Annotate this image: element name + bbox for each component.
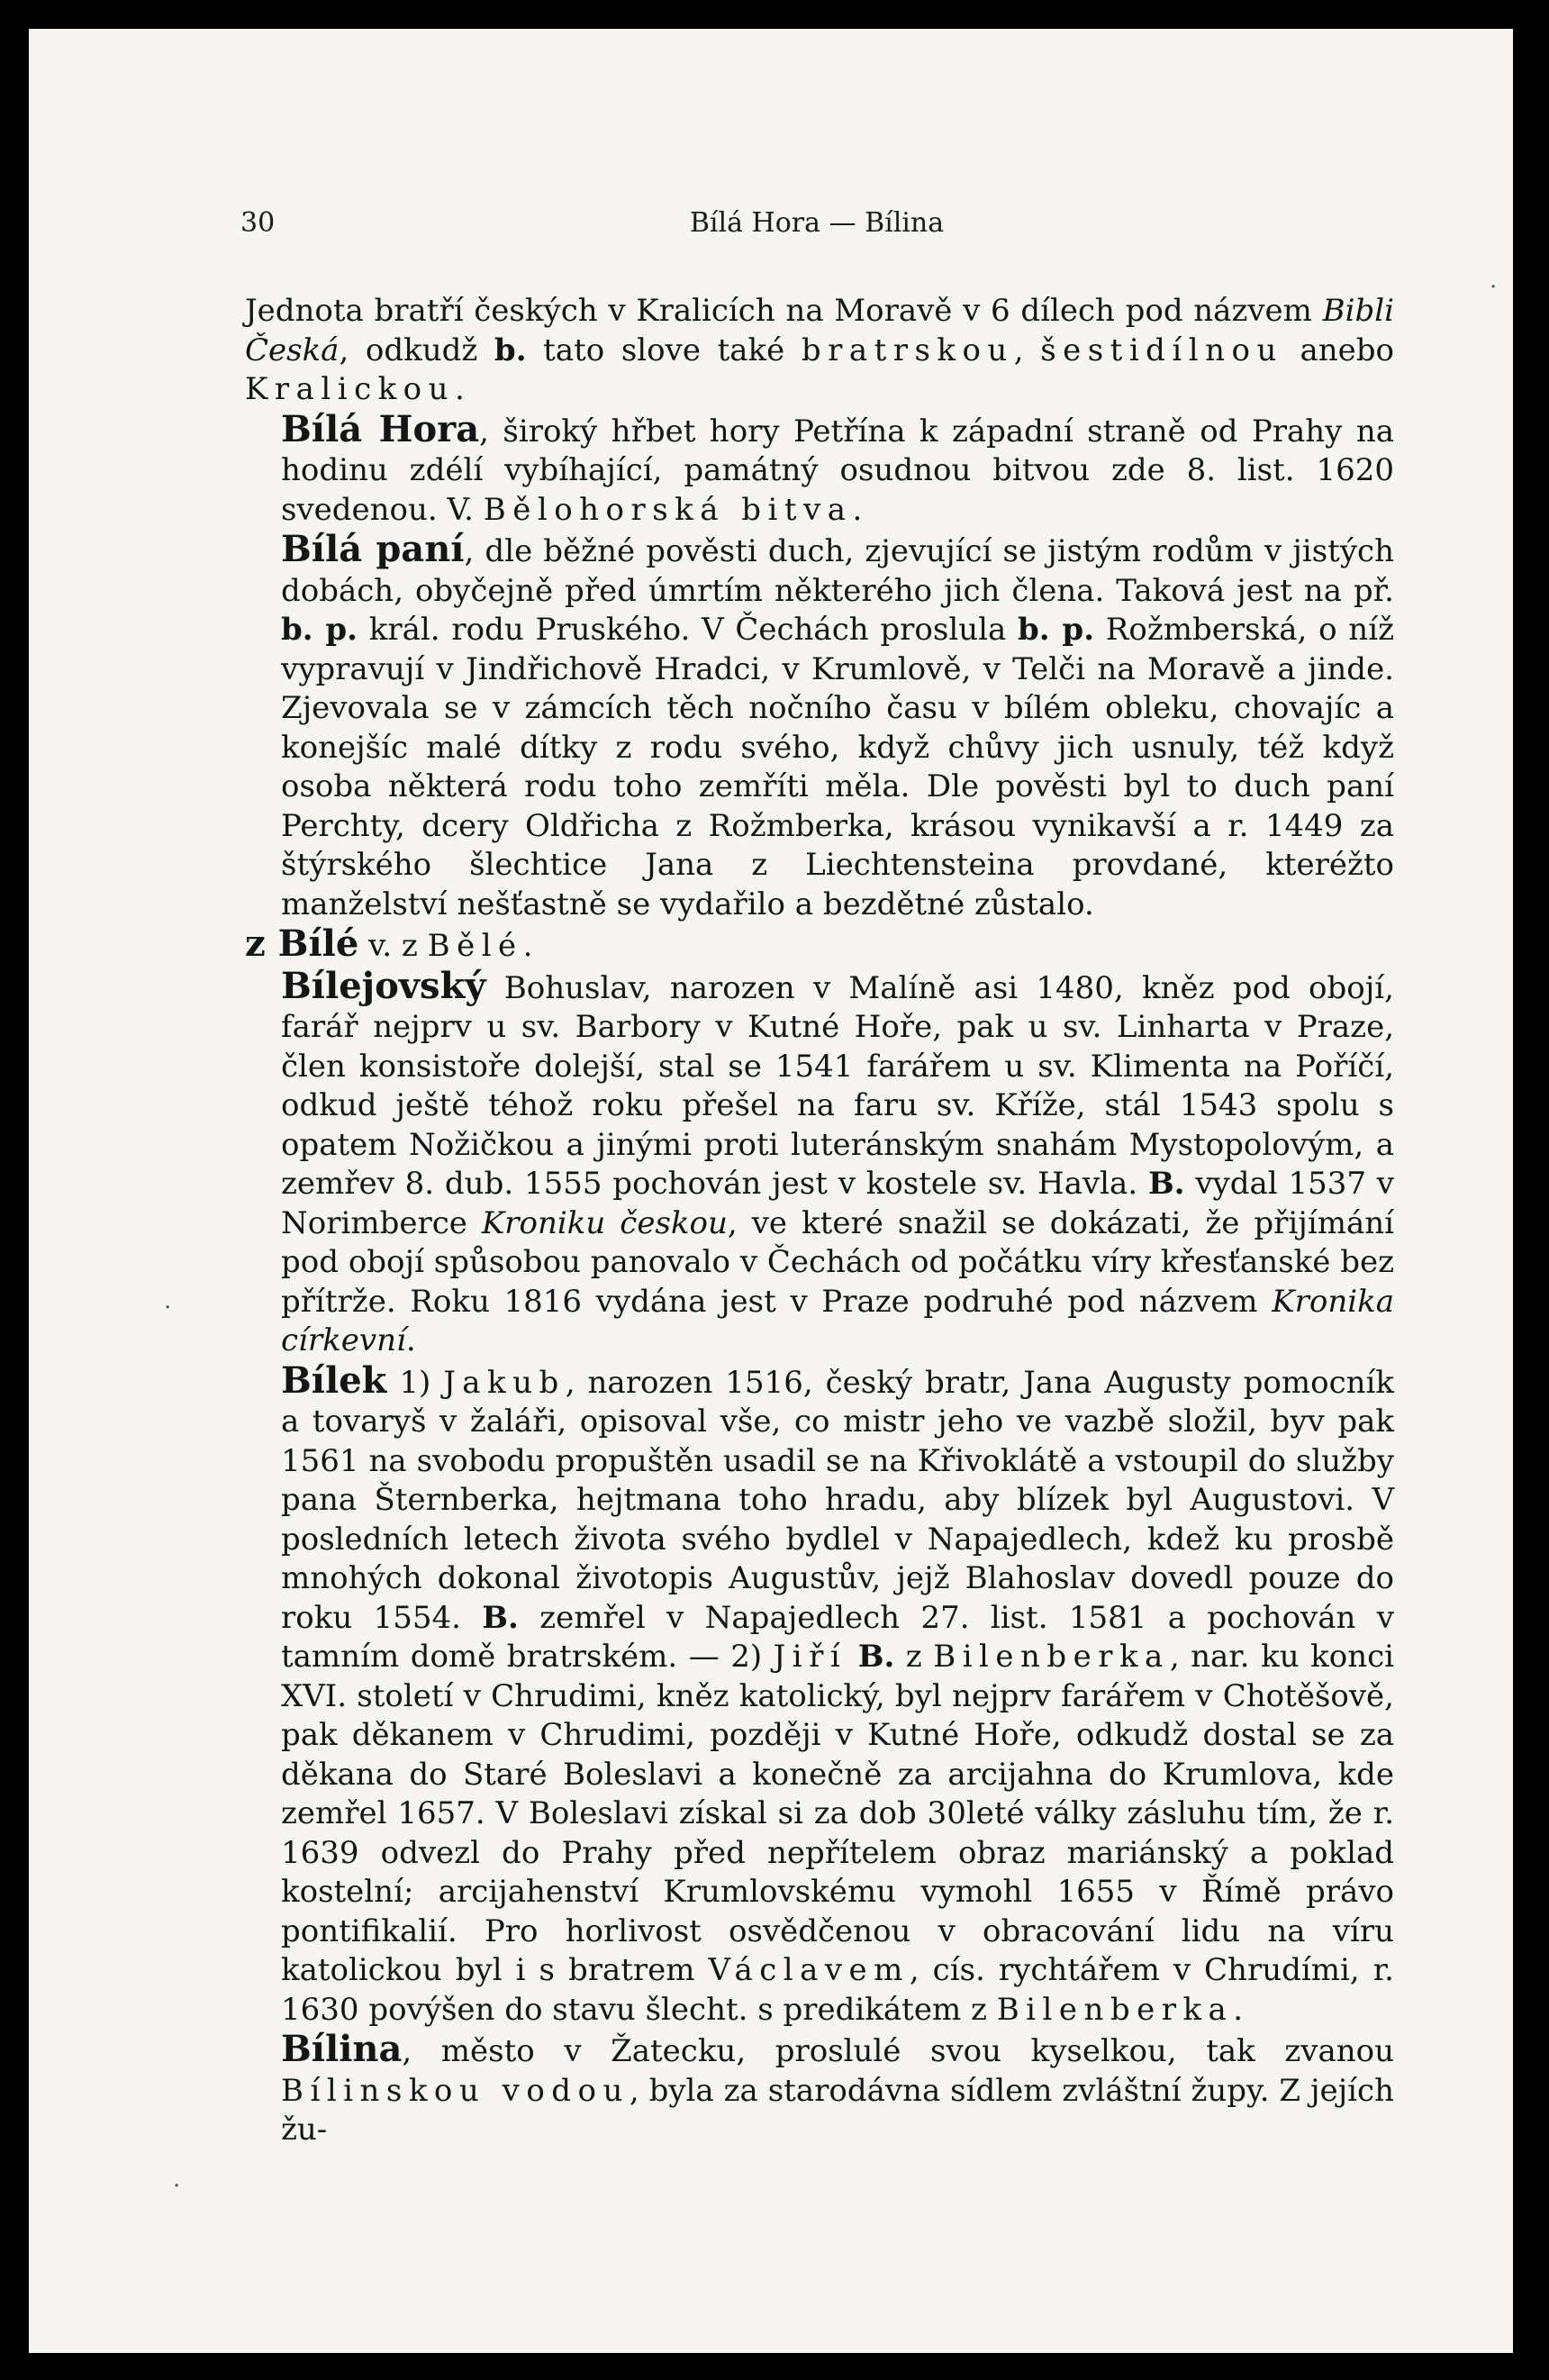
text-run: . — [852, 491, 863, 528]
running-title: Bílá Hora — Bílina — [689, 207, 945, 239]
text-run: šestidílnou — [1040, 332, 1283, 368]
text-run: vydal 1537 v Norimberce — [281, 1166, 1394, 1241]
text-run: zemřel v Napajedlech 27. list. 1581 a pochován v tamním domě bratrském. — 2) — [281, 1599, 1394, 1675]
text-run: , město v Žatecku, proslulé svou kyselkou, tak zvanou — [402, 2033, 1394, 2069]
scan-speck: · — [173, 2173, 181, 2200]
entry-paragraph — [245, 1358, 1395, 2030]
text-run: Jednota bratří českých v Kralicích na Moravě v 6 dílech pod názvem — [245, 293, 1323, 329]
entry-paragraph — [245, 292, 1394, 410]
text-run: . — [405, 1322, 416, 1358]
body-text — [245, 292, 1394, 2150]
text-run: Jakub — [443, 1364, 566, 1401]
text-run: , ve které snažil se dokázati, že přijímání pod obojí spůsobou panovalo v Čechách od počátku víry křesťanské bez přítrže. Roku 1816 vydána jest v Praze podruhé pod názvem — [281, 1204, 1394, 1320]
entry-headword: Bílejovský — [281, 964, 486, 1007]
text-run: Bilenberka — [933, 1639, 1170, 1675]
text-run — [847, 1639, 858, 1675]
text-run: , cís. rychtářem v Chrudími, r. 1630 povýšen do stavu šlecht. s predikátem z — [281, 1952, 1394, 2028]
text-run: , odkudž — [339, 332, 494, 368]
text-run: Václavem — [708, 1952, 910, 1988]
text-run: Kralickou — [245, 371, 456, 407]
text-run: , narozen 1516, český bratr, Jana Augusty pomocník a tovaryš v žaláři, opisoval vše, co mistr jeho ve vazbě složil, byv pak 1561 na svobodu propuštěn usadil se na Křivoklátě a vstoupil do služby pana Šternberka, hejtmana toho hradu, aby blízek byl Augustovi. V posledních letech života svého bydlel v Napajedlech, kdež ku prosbě mnohých dokonal životopis Augustův, jejž Blahoslav dovedl pouze do roku 1554. — [281, 1364, 1394, 1636]
entry-paragraph — [245, 924, 1394, 967]
text-run: Bělé — [427, 928, 523, 964]
text-run: Kronika církevní — [281, 1283, 1394, 1358]
text-run: B. — [482, 1599, 519, 1636]
text-run: bratrskou — [801, 332, 1014, 368]
entry-paragraph — [245, 2030, 1394, 2150]
text-run: , byla za starodávna sídlem zvláštní župy. Z jejích žu- — [281, 2072, 1394, 2148]
text-run: b. — [494, 332, 527, 368]
text-run: 1) — [386, 1364, 444, 1401]
text-run: Bilenberka — [996, 1991, 1234, 2028]
text-run: b. p. — [1018, 612, 1095, 648]
text-run: Bohuslav, narozen v Malíně asi 1480, kněz pod obojí, farář nejprv u sv. Barbory v Kutné Hoře, pak u sv. Linharta v Praze, člen konsistoře dolejší, stal se 1541 farářem u sv. Klimenta na Poříčí, odkud ještě téhož roku přešel na faru sv. Kříže, stál 1543 spolu s opatem Nožičkou a jinými proti luteránským snahám Mystopolovým, a zemřev 8. dub. 1555 pochován jest v kostele sv. Havla. — [281, 969, 1394, 1202]
entry-headword: Bílina — [281, 2028, 403, 2070]
text-run: anebo — [1282, 332, 1394, 368]
scan-speck: · — [164, 1294, 172, 1322]
scanned-page — [29, 29, 1513, 2353]
text-run: Bibli Česká — [245, 293, 1394, 368]
text-run: Bělohorská bitva — [483, 491, 853, 528]
text-run: . — [522, 928, 533, 964]
text-run: Kroniku českou — [481, 1204, 728, 1241]
text-run: , nar. ku konci XVI. století v Chrudimi, kněz katolický, byl nejprv farářem v Chotěšově, pak děkanem v Chrudimi, později v Kutné Hoře, odkudž dostal se za děkana do Staré Boleslavi a konečně za arcijahna do Krumlova, kde zemřel 1657. V Boleslavi získal si za dob 30leté války zásluhu tím, že r. 1639 odvezl do Prahy před nepřítelem obraz mariánský a poklad kostelní; arcijahenství Krumlovskému vymohl 1655 v Římě právo pontifikalií. Pro horlivost osvědčenou v obracování lidu na víru katolickou byl i s bratrem — [281, 1639, 1395, 1988]
text-run: B. — [857, 1639, 895, 1675]
text-run: , široký hřbet hory Petřína k západní straně od Prahy na hodinu zdélí vybíhající, památný osudnou bitvou zde 8. list. 1620 svedenou. V. — [281, 413, 1394, 528]
scan-speck: · — [1490, 274, 1498, 301]
entry-paragraph — [245, 530, 1394, 924]
page-header — [240, 207, 1393, 243]
text-run: . — [1233, 1991, 1244, 2028]
text-run: v. z — [358, 928, 428, 964]
text-run: Jiří — [773, 1639, 847, 1675]
entry-headword: z Bílé — [245, 922, 359, 965]
entry-headword: Bílá Hora — [281, 407, 480, 450]
entry-paragraph — [245, 407, 1394, 531]
text-run: Rožmberská, o níž vypravují v Jindřichově Hradci, v Krumlově, v Telči na Moravě a jinde. Zjevovala se v zámcích těch nočního času v bílém obleku, chovajíc a konejšíc malé dítky z rodu svého, když chůvy jich usnuly, též když osoba některá rodu toho zemříti měla. Dle pověsti byl to duch paní Perchty, dcery Oldřicha z Rožmberka, krásou vynikavší a r. 1449 za štýrského šlechtice Jana z Liechtensteina provdané, kteréžto manželství nešťastně se vydařilo a bezdětné zůstalo. — [281, 612, 1394, 922]
text-run: Bílinskou vodou — [281, 2072, 630, 2109]
page-number: 30 — [240, 207, 276, 239]
text-run: . — [455, 371, 465, 407]
entry-headword: Bílek — [281, 1358, 387, 1402]
text-run: tato slove také — [526, 332, 802, 368]
entry-paragraph — [245, 964, 1394, 1361]
text-run: , — [1013, 332, 1041, 368]
text-run: , dle běžné pověsti duch, zjevující se jistým rodům v jistých dobách, obyčejně před úmrtím některého jich člena. Taková jest na př. — [281, 533, 1394, 609]
text-run: b. p. — [281, 612, 358, 648]
text-run: z — [894, 1639, 934, 1675]
text-run: B. — [1147, 1166, 1185, 1202]
text-run: král. rodu Pruského. V Čechách proslula — [358, 612, 1019, 648]
entry-headword: Bílá paní — [281, 528, 465, 570]
